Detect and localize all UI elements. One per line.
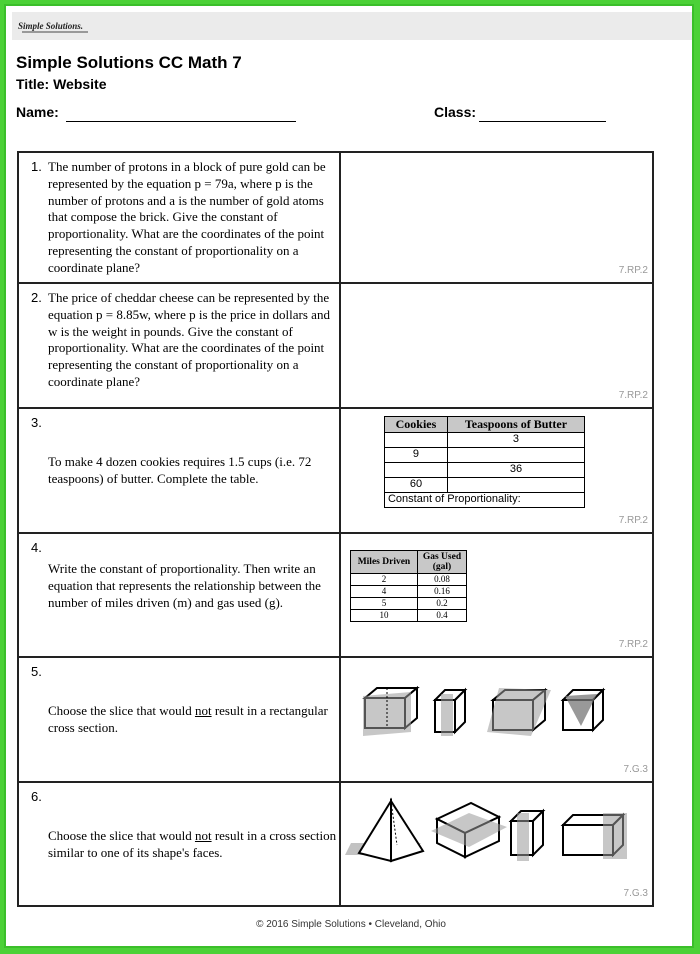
table-header: Miles Driven [350,551,417,574]
table-row [350,610,466,622]
logo-underline [22,31,88,33]
table-cell[interactable] [384,463,447,478]
class-line[interactable] [479,121,606,122]
miles-gas-table [350,550,467,622]
slice-option-b[interactable] [435,690,465,736]
answer-cell-5[interactable] [340,657,653,782]
table-cell: 10 [350,610,417,622]
question-text [48,828,340,862]
cookies-table [384,416,585,508]
table-cell[interactable] [447,448,584,463]
question-cell-5 [18,657,340,782]
question-cell-4 [18,533,340,657]
constant-of-proportionality-cell[interactable]: Constant of Proportionality: [384,493,584,508]
table-row [384,463,584,478]
worksheet-page [4,4,694,948]
question-text-part: result in a cross section similar to one of its shape's faces. [48,828,337,860]
question-text: To make 4 dozen cookies requires 1.5 cups (i.e. 72 teaspoons) of butter. Complete the table. [48,454,312,486]
brand-logo: Simple Solutions. [18,21,84,31]
question-number: 6. [31,789,42,804]
table-row [384,448,584,463]
slice-option-c[interactable] [511,811,543,861]
table-row [384,478,584,493]
rectangular-slices-figure [341,658,654,783]
page-subtitle: Title: Website [16,76,107,92]
table-cell[interactable]: 3 [447,433,584,448]
slice-option-a[interactable] [363,688,417,736]
page-footer: © 2016 Simple Solutions • Cleveland, Ohio [256,919,446,930]
table-cell[interactable]: 36 [447,463,584,478]
table-cell: 0.4 [417,610,466,622]
question-emphasis: not [194,828,212,843]
table-cell: 5 [350,598,417,610]
question-row-2 [18,283,653,408]
table-cell[interactable] [384,433,447,448]
table-row [350,574,466,586]
table-cell: 0.16 [417,586,466,598]
question-text: The price of cheddar cheese can be represented by the equation p = 8.85w, where p is the price in dollars and w is the weight in pounds. Give the constant of proportionality. What are the coordinates of the point representing the constant of proportionality on a coordinate plane? [48,290,330,389]
slice-option-d[interactable] [563,690,603,730]
slice-option-a[interactable] [345,801,423,861]
answer-cell-6[interactable] [340,782,653,906]
question-text [48,703,340,737]
table-cell: 0.2 [417,598,466,610]
table-header: Cookies [384,417,447,433]
question-cell-1 [18,152,340,283]
answer-cell-4[interactable] [340,533,653,657]
question-row-6 [18,782,653,906]
question-row-3 [18,408,653,533]
question-row-5 [18,657,653,782]
table-header: Gas Used (gal) [417,551,466,574]
question-number: 2. [31,290,42,305]
class-label: Class: [434,104,477,120]
name-line[interactable] [66,121,296,122]
slice-option-d[interactable] [563,813,627,859]
question-text: Write the constant of proportionality. Then write an equation that represents the relationship between the number of miles driven (m) and gas used (g). [48,561,321,610]
question-row-1 [18,152,653,283]
answer-cell-1[interactable] [340,152,653,283]
question-number: 3. [31,415,42,430]
answer-cell-3[interactable] [340,408,653,533]
question-row-4 [18,533,653,657]
question-cell-6 [18,782,340,906]
standard-label: 7.RP.2 [618,639,648,650]
standard-label: 7.RP.2 [618,390,648,401]
table-header: Teaspoons of Butter [447,417,584,433]
name-label: Name: [16,104,59,120]
question-emphasis: not [194,703,212,718]
similar-slices-figure [341,783,654,907]
table-cell[interactable]: 60 [384,478,447,493]
table-cell: 0.08 [417,574,466,586]
question-grid [17,151,654,907]
table-row [384,433,584,448]
table-cell[interactable]: 9 [384,448,447,463]
standard-label: 7.RP.2 [618,265,648,276]
answer-cell-2[interactable] [340,283,653,408]
top-bar [12,12,692,40]
question-cell-3 [18,408,340,533]
slice-option-b[interactable] [431,803,507,857]
table-cell: 4 [350,586,417,598]
standard-label: 7.G.3 [623,764,648,775]
page-title: Simple Solutions CC Math 7 [16,53,242,72]
question-number: 5. [31,664,42,679]
table-row [384,493,584,508]
table-row [350,586,466,598]
standard-label: 7.G.3 [623,888,648,899]
question-text-part: Choose the slice that would [48,703,195,718]
question-cell-2 [18,283,340,408]
question-number: 4. [31,540,42,555]
question-text-part: result in a rectangular cross section. [48,703,328,735]
table-cell[interactable] [447,478,584,493]
standard-label: 7.RP.2 [618,515,648,526]
table-row [350,598,466,610]
question-text-part: Choose the slice that would [48,828,195,843]
slice-option-c[interactable] [487,688,551,736]
table-cell: 2 [350,574,417,586]
question-number: 1. [31,159,42,174]
question-text: The number of protons in a block of pure gold can be represented by the equation p = 79a, where p is the number of protons and a is the number of gold atoms that compose the brick. Give the constant of proportionality. What are the coordinates of the point representing the constant of proportionality on a coordinate plane? [48,159,326,275]
